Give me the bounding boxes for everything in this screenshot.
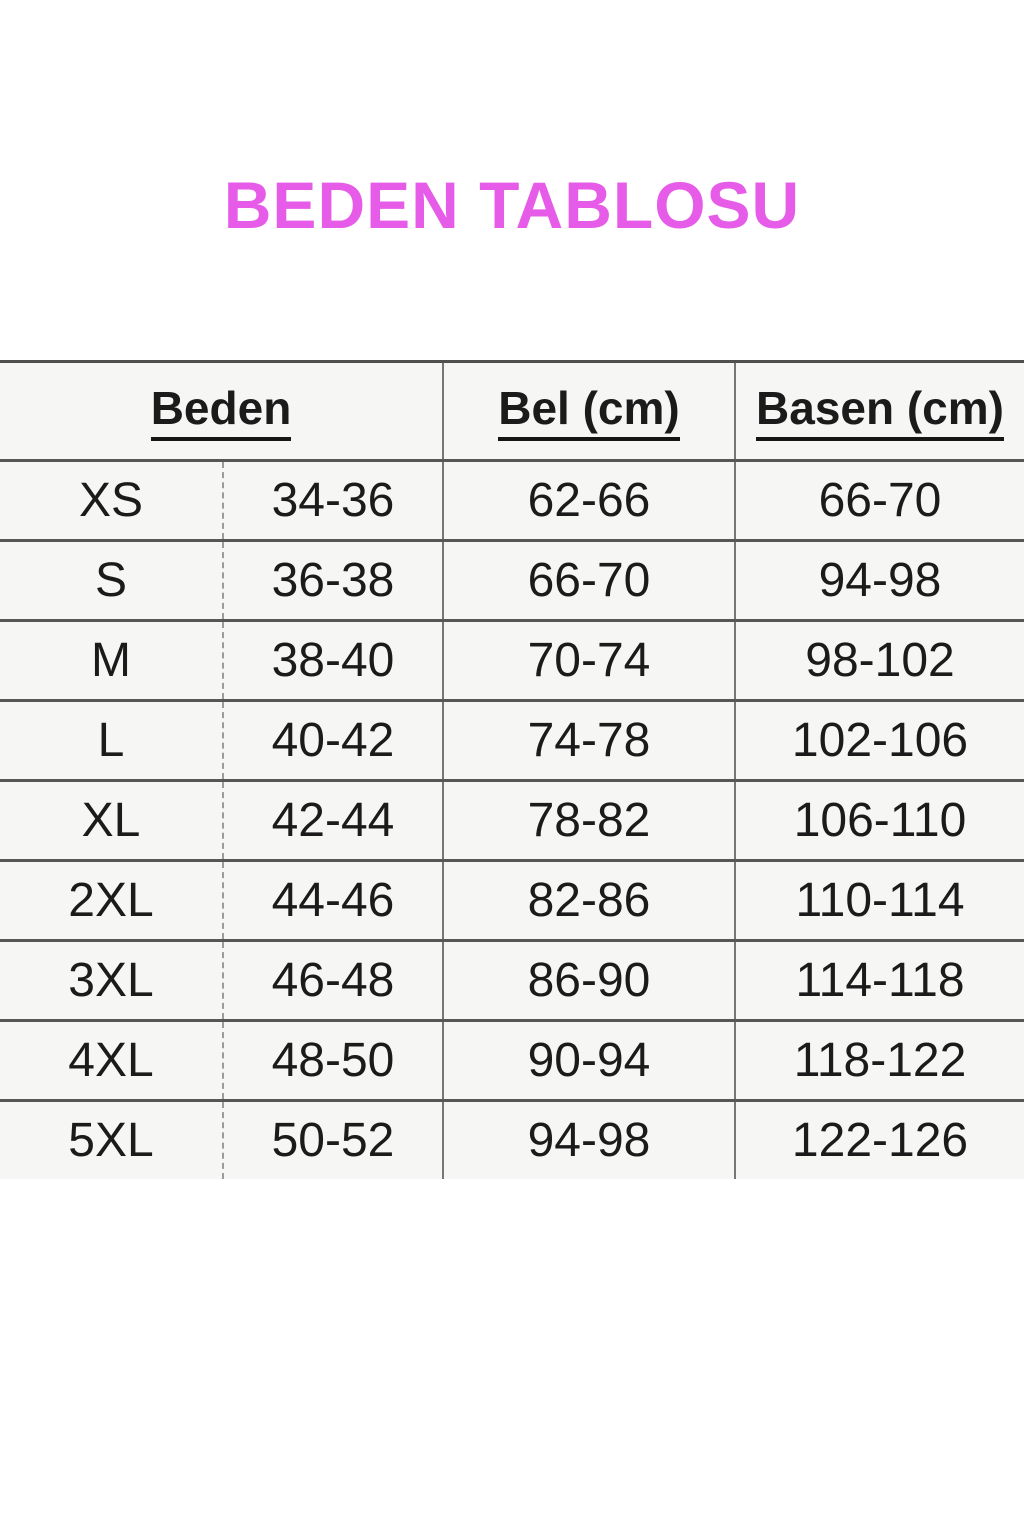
table-row-5xl bbox=[0, 1101, 1024, 1180]
page-title: BEDEN TABLOSU bbox=[223, 168, 801, 242]
cell-waist: 82-86 bbox=[443, 861, 735, 941]
column-header-bel bbox=[443, 362, 735, 461]
cell-size-range: 50-52 bbox=[223, 1101, 443, 1180]
cell-hip: 106-110 bbox=[735, 781, 1024, 861]
table-row-4xl bbox=[0, 1021, 1024, 1101]
cell-hip: 102-106 bbox=[735, 701, 1024, 781]
cell-waist: 62-66 bbox=[443, 461, 735, 541]
column-header-basen bbox=[735, 362, 1024, 461]
header-row bbox=[0, 362, 1024, 461]
cell-size: XS bbox=[0, 461, 223, 541]
cell-waist: 94-98 bbox=[443, 1101, 735, 1180]
cell-size-range: 38-40 bbox=[223, 621, 443, 701]
cell-size-range: 42-44 bbox=[223, 781, 443, 861]
cell-hip: 94-98 bbox=[735, 541, 1024, 621]
cell-hip: 98-102 bbox=[735, 621, 1024, 701]
table-row-xl bbox=[0, 781, 1024, 861]
cell-size: 2XL bbox=[0, 861, 223, 941]
size-table bbox=[0, 360, 1024, 1179]
cell-hip: 118-122 bbox=[735, 1021, 1024, 1101]
cell-size-range: 46-48 bbox=[223, 941, 443, 1021]
table-row-xs bbox=[0, 461, 1024, 541]
cell-waist: 90-94 bbox=[443, 1021, 735, 1101]
cell-waist: 86-90 bbox=[443, 941, 735, 1021]
table-row-s bbox=[0, 541, 1024, 621]
cell-hip: 110-114 bbox=[735, 861, 1024, 941]
cell-size-range: 36-38 bbox=[223, 541, 443, 621]
column-header-basen-label: Basen (cm) bbox=[756, 384, 1004, 441]
cell-size: XL bbox=[0, 781, 223, 861]
cell-size: 4XL bbox=[0, 1021, 223, 1101]
cell-waist: 70-74 bbox=[443, 621, 735, 701]
column-header-beden bbox=[0, 362, 443, 461]
column-header-bel-label: Bel (cm) bbox=[498, 384, 679, 441]
column-header-beden-label: Beden bbox=[151, 384, 292, 441]
cell-waist: 74-78 bbox=[443, 701, 735, 781]
table-row-m bbox=[0, 621, 1024, 701]
cell-size: 5XL bbox=[0, 1101, 223, 1180]
cell-size-range: 44-46 bbox=[223, 861, 443, 941]
table-row-2xl bbox=[0, 861, 1024, 941]
cell-size: S bbox=[0, 541, 223, 621]
cell-size: L bbox=[0, 701, 223, 781]
cell-hip: 114-118 bbox=[735, 941, 1024, 1021]
table-row-l bbox=[0, 701, 1024, 781]
cell-size-range: 40-42 bbox=[223, 701, 443, 781]
table-row-3xl bbox=[0, 941, 1024, 1021]
cell-size: 3XL bbox=[0, 941, 223, 1021]
cell-size-range: 34-36 bbox=[223, 461, 443, 541]
cell-waist: 78-82 bbox=[443, 781, 735, 861]
cell-size-range: 48-50 bbox=[223, 1021, 443, 1101]
cell-hip: 122-126 bbox=[735, 1101, 1024, 1180]
cell-size: M bbox=[0, 621, 223, 701]
cell-hip: 66-70 bbox=[735, 461, 1024, 541]
cell-waist: 66-70 bbox=[443, 541, 735, 621]
